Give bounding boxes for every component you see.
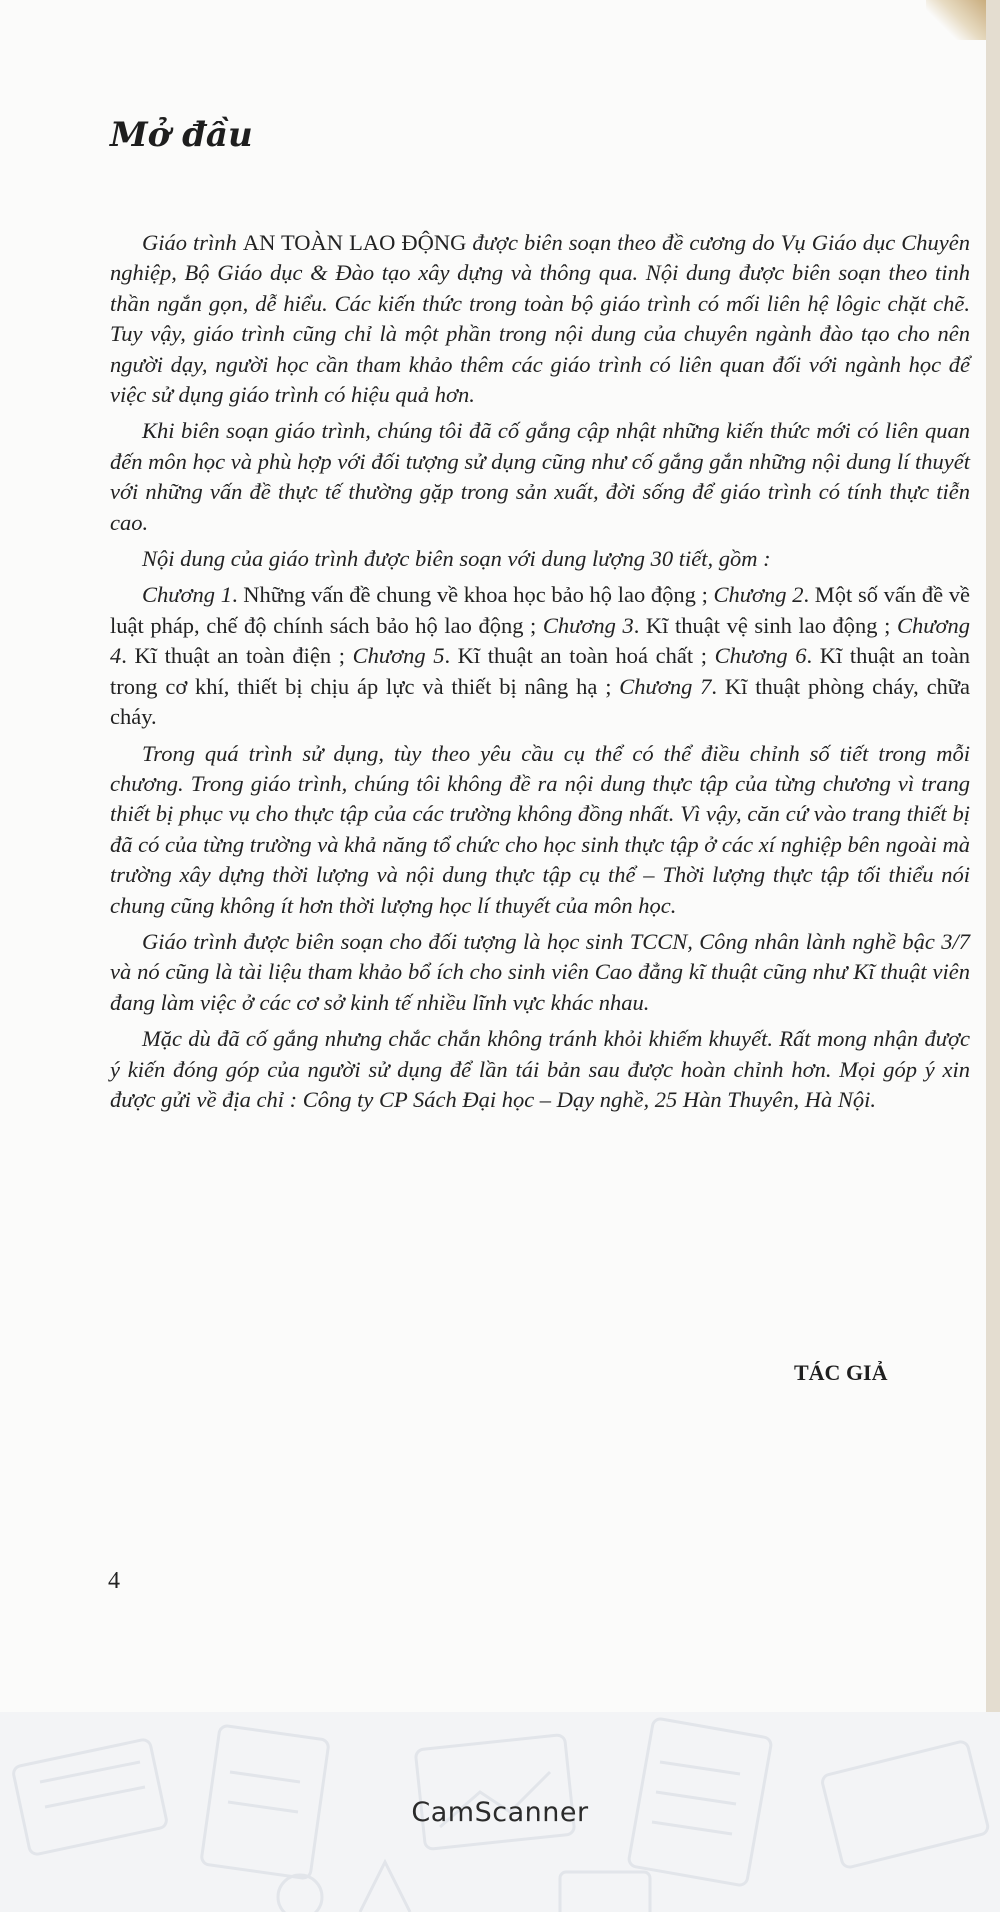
page-corner-edge	[926, 0, 986, 40]
text-run: . Kĩ thuật vệ sinh lao động ;	[633, 612, 897, 638]
text-run: . Kĩ thuật phòng cháy, chữa cháy.	[110, 673, 970, 730]
text-run: Chương 4	[110, 612, 970, 669]
page-title: Mở đầu	[110, 115, 253, 155]
preface-body	[110, 228, 970, 1121]
scanner-footer	[0, 1712, 1000, 1912]
paragraph-p1	[110, 228, 970, 410]
text-run: được biên soạn theo đề cương do Vụ Giáo dục Chuyên nghiệp, Bộ Giáo dục & Đào tạo xây dựng và thông qua. Nội dung được biên soạn theo tinh thần ngắn gọn, dễ hiểu. Các kiến thức trong toàn bộ giáo trình có mối liên hệ lôgic chặt chẽ. Tuy vậy, giáo trình cũng chỉ là một phần trong nội dung của chuyên ngành đào tạo cho nên người dạy, người học cần tham khảo thêm các giáo trình có liên quan đối với ngành học để việc sử dụng giáo trình có hiệu quả hơn.	[110, 230, 970, 408]
text-run: Mặc dù đã cố gắng nhưng chắc chắn không tránh khỏi khiếm khuyết. Rất mong nhận được ý kiến đóng góp của người sử dụng để lần tái bản sau được hoàn chỉnh hơn. Mọi góp ý xin được gửi về địa chỉ : Công ty CP Sách Đại học – Dạy nghề, 25 Hàn Thuyên, Hà Nội.	[110, 1026, 970, 1112]
paragraph-p6	[110, 927, 970, 1018]
text-run: Chương 2	[713, 582, 804, 608]
text-run: Chương 3	[542, 612, 634, 638]
text-run: Chương 1	[142, 582, 232, 608]
text-run: Chương 6	[714, 643, 807, 669]
camscanner-brand: CamScanner	[411, 1797, 589, 1828]
text-run: AN TOÀN LAO ĐỘNG	[242, 230, 467, 255]
text-run: Giáo trình	[142, 230, 243, 255]
text-run: Chương 7	[619, 673, 712, 699]
paragraph-p7	[110, 1024, 970, 1115]
text-run: Giáo trình được biên soạn cho đối tượng là học sinh TCCN, Công nhân lành nghề bậc 3/7 và nó cũng là tài liệu tham khảo bổ ích cho sinh viên Cao đẳng kĩ thuật cũng như Kĩ thuật viên đang làm việc ở các cơ sở kinh tế nhiều lĩnh vực khác nhau.	[110, 928, 970, 1015]
text-run: . Kĩ thuật an toàn hoá chất ;	[444, 643, 715, 669]
author-signature: TÁC GIẢ	[794, 1360, 888, 1385]
text-run: . Một số vấn đề về luật pháp, chế độ chính sách bảo hộ lao động ;	[110, 582, 970, 638]
page-number: 4	[108, 1568, 120, 1594]
text-run: Khi biên soạn giáo trình, chúng tôi đã cố gắng cập nhật những kiến thức mới có liên quan đến môn học và phù hợp với đối tượng sử dụng cũng như cố gắng gắn những nội dung lí thuyết với những vấn đề thực tế thường gặp trong sản xuất, đời sống để giáo trình có tính thực tiễn cao.	[110, 418, 970, 535]
text-run: Nội dung của giáo trình được biên soạn với dung lượng 30 tiết, gồm :	[142, 546, 771, 572]
text-run: Chương 5	[352, 643, 445, 669]
text-run: Trong quá trình sử dụng, tùy theo yêu cầu cụ thể có thể điều chỉnh số tiết trong mỗi chương. Trong giáo trình, chúng tôi không đề ra nội dung thực tập của từng chương vì trang thiết bị phục vụ cho thực tập của các trường không đồng nhất. Vì vậy, căn cứ vào trang thiết bị đã có của từng trường và khả năng tổ chức cho học sinh thực tập ở các xí nghiệp bên ngoài mà trường xây dựng thời lượng và nội dung thực tập cụ thể – Thời lượng thực tập tối thiểu nói chung cũng không ít hơn thời lượng học lí thuyết của môn học.	[110, 740, 970, 918]
text-run: . Kĩ thuật an toàn trong cơ khí, thiết bị chịu áp lực và thiết bị nâng hạ ;	[110, 643, 970, 699]
text-run: . Những vấn đề chung về khoa học bảo hộ lao động ;	[231, 582, 714, 608]
paragraph-p4	[110, 580, 970, 732]
paragraph-p2	[110, 416, 970, 538]
paragraph-p3	[110, 544, 970, 574]
text-run: . Kĩ thuật an toàn điện ;	[121, 643, 353, 669]
paragraph-p5	[110, 739, 970, 921]
